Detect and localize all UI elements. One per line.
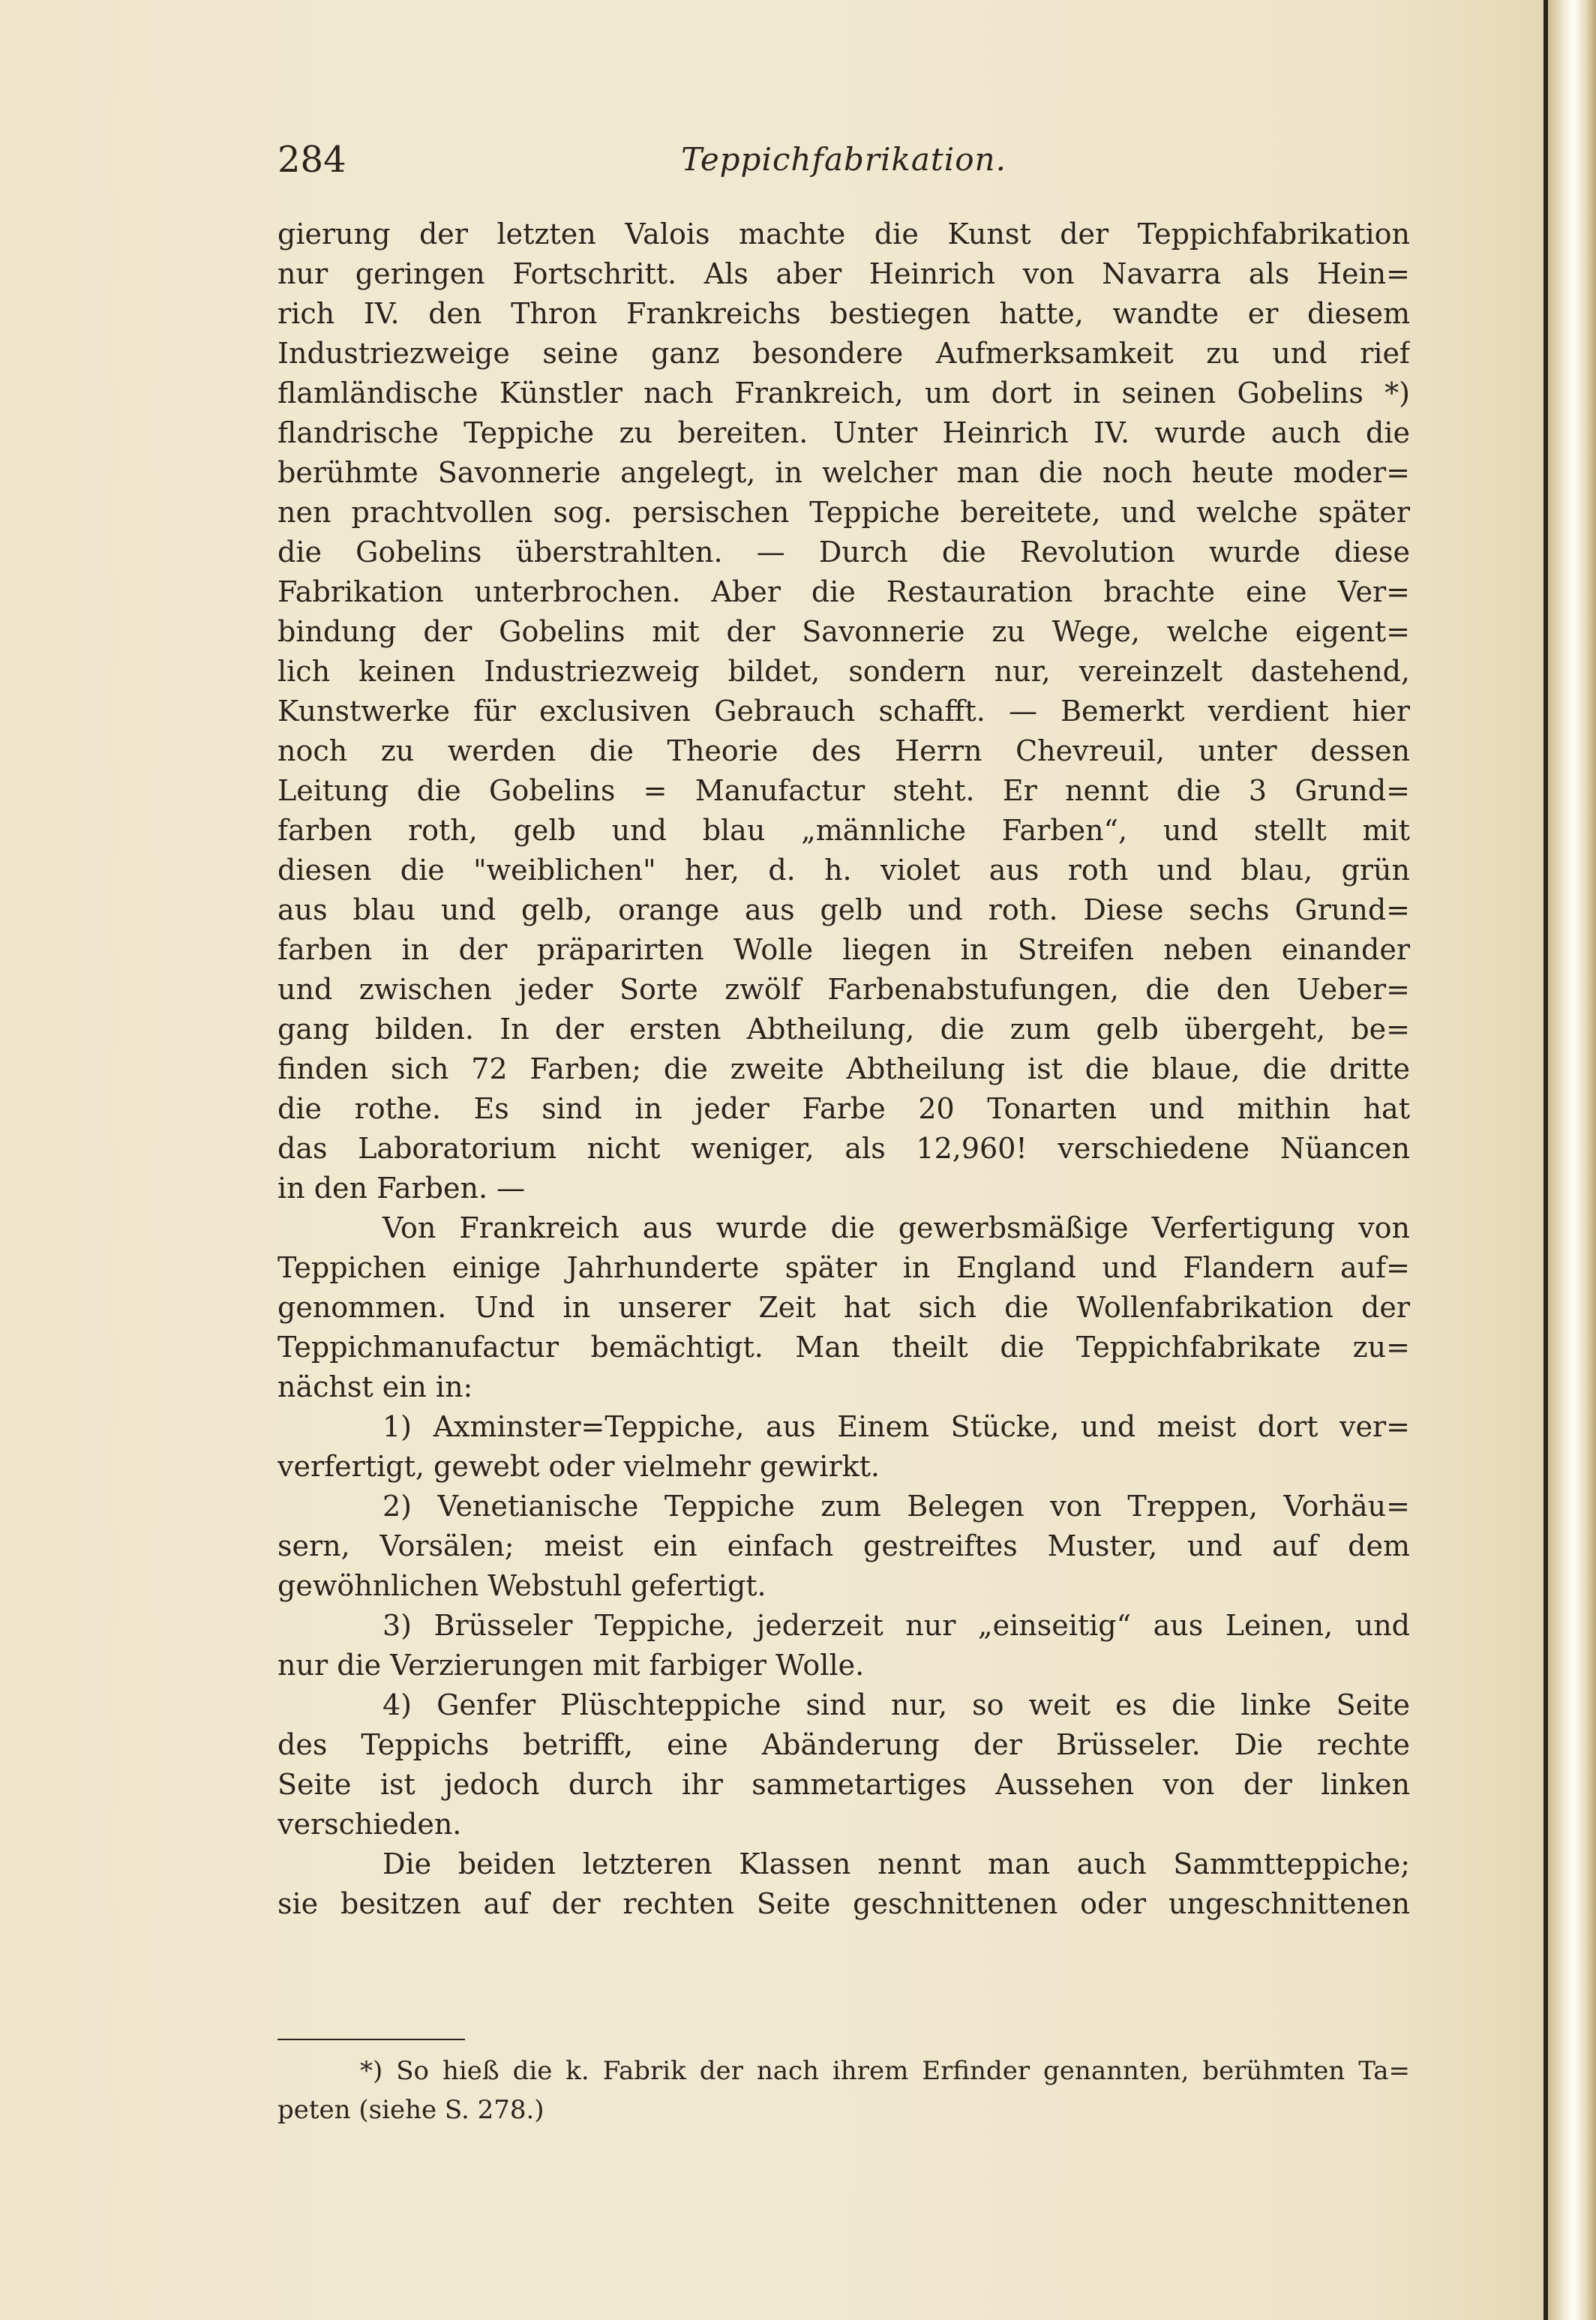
text-line: Kunstwerke für exclusiven Gebrauch schafft. — Bemerkt verdient hier [278, 695, 1410, 728]
list-item-line: 2) Venetianische Teppiche zum Belegen von Treppen, Vorhäu= [382, 1490, 1410, 1523]
text-line: diesen die "weiblichen" her, d. h. violet aus roth und blau, grün [278, 854, 1410, 887]
text-line: flandrische Teppiche zu bereiten. Unter Heinrich IV. wurde auch die [278, 416, 1410, 449]
text-line: Leitung die Gobelins = Manufactur steht. Er nennt die 3 Grund= [278, 774, 1410, 807]
text-line: gang bilden. In der ersten Abtheilung, die zum gelb übergeht, be= [278, 1013, 1410, 1046]
text-line: berühmte Savonnerie angelegt, in welcher man die noch heute moder= [278, 456, 1410, 489]
text-line: sern, Vorsälen; meist ein einfach gestreiftes Muster, und auf dem [278, 1529, 1410, 1562]
text-line: flamländische Künstler nach Frankreich, um dort in seinen Gobelins *) [278, 377, 1410, 410]
page-gutter [1548, 0, 1596, 2320]
text-line: des Teppichs betrifft, eine Abänderung der Brüsseler. Die rechte [278, 1728, 1410, 1761]
text-line: sie besitzen auf der rechten Seite geschnittenen oder ungeschnittenen [278, 1887, 1410, 1920]
text-line: gierung der letzten Valois machte die Kunst der Teppichfabrikation [278, 218, 1410, 251]
text-line: Seite ist jedoch durch ihr sammetartiges Aussehen von der linken [278, 1768, 1410, 1801]
text-line: Teppichen einige Jahrhunderte später in England und Flandern auf= [278, 1251, 1410, 1284]
text-line: genommen. Und in unserer Zeit hat sich die Wollenfabrikation der [278, 1291, 1410, 1324]
text-line: nur geringen Fortschritt. Als aber Heinrich von Navarra als Hein= [278, 257, 1410, 290]
running-title: Teppichfabrikation. [681, 141, 1006, 178]
text-line: Die beiden letzteren Klassen nennt man auch Sammtteppiche; [382, 1847, 1410, 1880]
text-line: verfertigt, gewebt oder vielmehr gewirkt. [278, 1450, 880, 1483]
text-line: rich IV. den Thron Frankreichs bestiegen hatte, wandte er diesem [278, 297, 1410, 330]
text-line: gewöhnlichen Webstuhl gefertigt. [278, 1569, 766, 1602]
text-line: Teppichmanufactur bemächtigt. Man theilt die Teppichfabrikate zu= [278, 1331, 1410, 1364]
text-line: und zwischen jeder Sorte zwölf Farbenabstufungen, die den Ueber= [278, 973, 1410, 1006]
text-line: farben roth, gelb und blau „männliche Farben“, und stellt mit [278, 814, 1410, 847]
text-line: bindung der Gobelins mit der Savonnerie zu Wege, welche eigent= [278, 615, 1410, 648]
text-line: farben in der präparirten Wolle liegen in Streifen neben einander [278, 933, 1410, 966]
text-line: noch zu werden die Theorie des Herrn Chevreuil, unter dessen [278, 734, 1410, 767]
footnote-rule [278, 2039, 465, 2040]
gutter-shadow [1544, 0, 1548, 2320]
list-item-line: 1) Axminster=Teppiche, aus Einem Stücke, und meist dort ver= [382, 1410, 1410, 1443]
text-line: das Laboratorium nicht weniger, als 12,960! verschiedene Nüancen [278, 1132, 1410, 1165]
text-line: die rothe. Es sind in jeder Farbe 20 Tonarten und mithin hat [278, 1092, 1410, 1125]
text-line: lich keinen Industriezweig bildet, sondern nur, vereinzelt dastehend, [278, 655, 1410, 688]
text-line: finden sich 72 Farben; die zweite Abtheilung ist die blaue, die dritte [278, 1052, 1410, 1085]
text-line: in den Farben. — [278, 1172, 526, 1205]
page-header [278, 134, 1410, 186]
text-line: nur die Verzierungen mit farbiger Wolle. [278, 1649, 865, 1682]
footnote-line: *) So hieß die k. Fabrik der nach ihrem Erfinder genannten, berühmten Ta= [360, 2056, 1410, 2086]
text-line: aus blau und gelb, orange aus gelb und roth. Diese sechs Grund= [278, 893, 1410, 926]
footnote [278, 2051, 1410, 2129]
text-line: Industriezweige seine ganz besondere Aufmerksamkeit zu und rief [278, 337, 1410, 370]
text-line: die Gobelins überstrahlten. — Durch die Revolution wurde diese [278, 536, 1410, 569]
text-line: nächst ein in: [278, 1370, 473, 1403]
text-line: Fabrikation unterbrochen. Aber die Restauration brachte eine Ver= [278, 575, 1410, 608]
text-line: Von Frankreich aus wurde die gewerbsmäßige Verfertigung von [382, 1211, 1410, 1244]
list-item-line: 4) Genfer Plüschteppiche sind nur, so weit es die linke Seite [382, 1688, 1410, 1721]
text-line: verschieden. [278, 1808, 462, 1841]
text-line: nen prachtvollen sog. persischen Teppiche bereitete, und welche später [278, 496, 1410, 529]
body-text [278, 215, 1410, 1924]
footnote-line: peten (siehe S. 278.) [278, 2095, 544, 2125]
page-number: 284 [278, 139, 346, 181]
list-item-line: 3) Brüsseler Teppiche, jederzeit nur „einseitig“ aus Leinen, und [382, 1609, 1410, 1642]
